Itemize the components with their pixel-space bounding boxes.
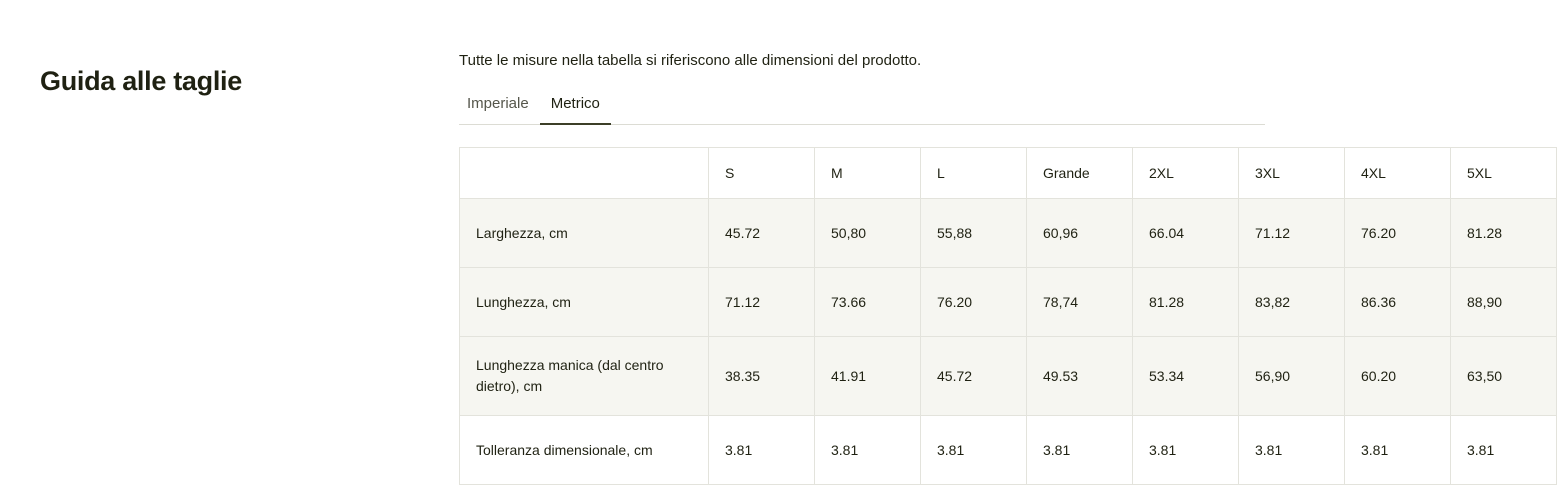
table-row xyxy=(460,268,1557,337)
column-header-3xl: 3XL xyxy=(1239,148,1345,199)
table-corner-cell xyxy=(460,148,709,199)
tab-metrico[interactable]: Metrico xyxy=(540,94,611,125)
tab-imperiale[interactable]: Imperiale xyxy=(459,94,540,125)
column-header-m: M xyxy=(815,148,921,199)
column-header-2xl: 2XL xyxy=(1133,148,1239,199)
cell-manica-l: 45.72 xyxy=(921,337,1027,416)
size-table-head xyxy=(460,148,1557,199)
column-header-l: L xyxy=(921,148,1027,199)
column-header-4xl: 4XL xyxy=(1345,148,1451,199)
cell-tolleranza-2xl: 3.81 xyxy=(1133,416,1239,485)
table-row xyxy=(460,199,1557,268)
size-guide-content xyxy=(459,50,1503,485)
table-row xyxy=(460,416,1557,485)
cell-manica-m: 41.91 xyxy=(815,337,921,416)
cell-tolleranza-4xl: 3.81 xyxy=(1345,416,1451,485)
cell-tolleranza-l: 3.81 xyxy=(921,416,1027,485)
row-label-lunghezza-manica: Lunghezza manica (dal centro dietro), cm xyxy=(460,337,709,416)
size-table-body xyxy=(460,199,1557,485)
cell-manica-s: 38.35 xyxy=(709,337,815,416)
cell-lunghezza-2xl: 81.28 xyxy=(1133,268,1239,337)
table-header-row xyxy=(460,148,1557,199)
row-label-tolleranza: Tolleranza dimensionale, cm xyxy=(460,416,709,485)
cell-tolleranza-3xl: 3.81 xyxy=(1239,416,1345,485)
cell-manica-3xl: 56,90 xyxy=(1239,337,1345,416)
cell-larghezza-l: 55,88 xyxy=(921,199,1027,268)
cell-larghezza-grande: 60,96 xyxy=(1027,199,1133,268)
column-header-grande: Grande xyxy=(1027,148,1133,199)
column-header-s: S xyxy=(709,148,815,199)
cell-lunghezza-s: 71.12 xyxy=(709,268,815,337)
unit-tabs xyxy=(459,94,1265,125)
size-table xyxy=(459,147,1557,485)
cell-larghezza-5xl: 81.28 xyxy=(1451,199,1557,268)
row-label-lunghezza: Lunghezza, cm xyxy=(460,268,709,337)
cell-tolleranza-m: 3.81 xyxy=(815,416,921,485)
page-title: Guida alle taglie xyxy=(40,66,242,97)
cell-larghezza-s: 45.72 xyxy=(709,199,815,268)
cell-tolleranza-5xl: 3.81 xyxy=(1451,416,1557,485)
intro-text: Tutte le misure nella tabella si riferiscono alle dimensioni del prodotto. xyxy=(459,52,922,69)
cell-lunghezza-l: 76.20 xyxy=(921,268,1027,337)
cell-lunghezza-m: 73.66 xyxy=(815,268,921,337)
cell-tolleranza-s: 3.81 xyxy=(709,416,815,485)
cell-manica-5xl: 63,50 xyxy=(1451,337,1557,416)
cell-lunghezza-grande: 78,74 xyxy=(1027,268,1133,337)
cell-larghezza-3xl: 71.12 xyxy=(1239,199,1345,268)
cell-larghezza-4xl: 76.20 xyxy=(1345,199,1451,268)
cell-manica-grande: 49.53 xyxy=(1027,337,1133,416)
cell-manica-2xl: 53.34 xyxy=(1133,337,1239,416)
cell-lunghezza-4xl: 86.36 xyxy=(1345,268,1451,337)
row-label-larghezza: Larghezza, cm xyxy=(460,199,709,268)
cell-lunghezza-3xl: 83,82 xyxy=(1239,268,1345,337)
table-row xyxy=(460,337,1557,416)
cell-manica-4xl: 60.20 xyxy=(1345,337,1451,416)
cell-tolleranza-grande: 3.81 xyxy=(1027,416,1133,485)
cell-lunghezza-5xl: 88,90 xyxy=(1451,268,1557,337)
cell-larghezza-m: 50,80 xyxy=(815,199,921,268)
cell-larghezza-2xl: 66.04 xyxy=(1133,199,1239,268)
column-header-5xl: 5XL xyxy=(1451,148,1557,199)
